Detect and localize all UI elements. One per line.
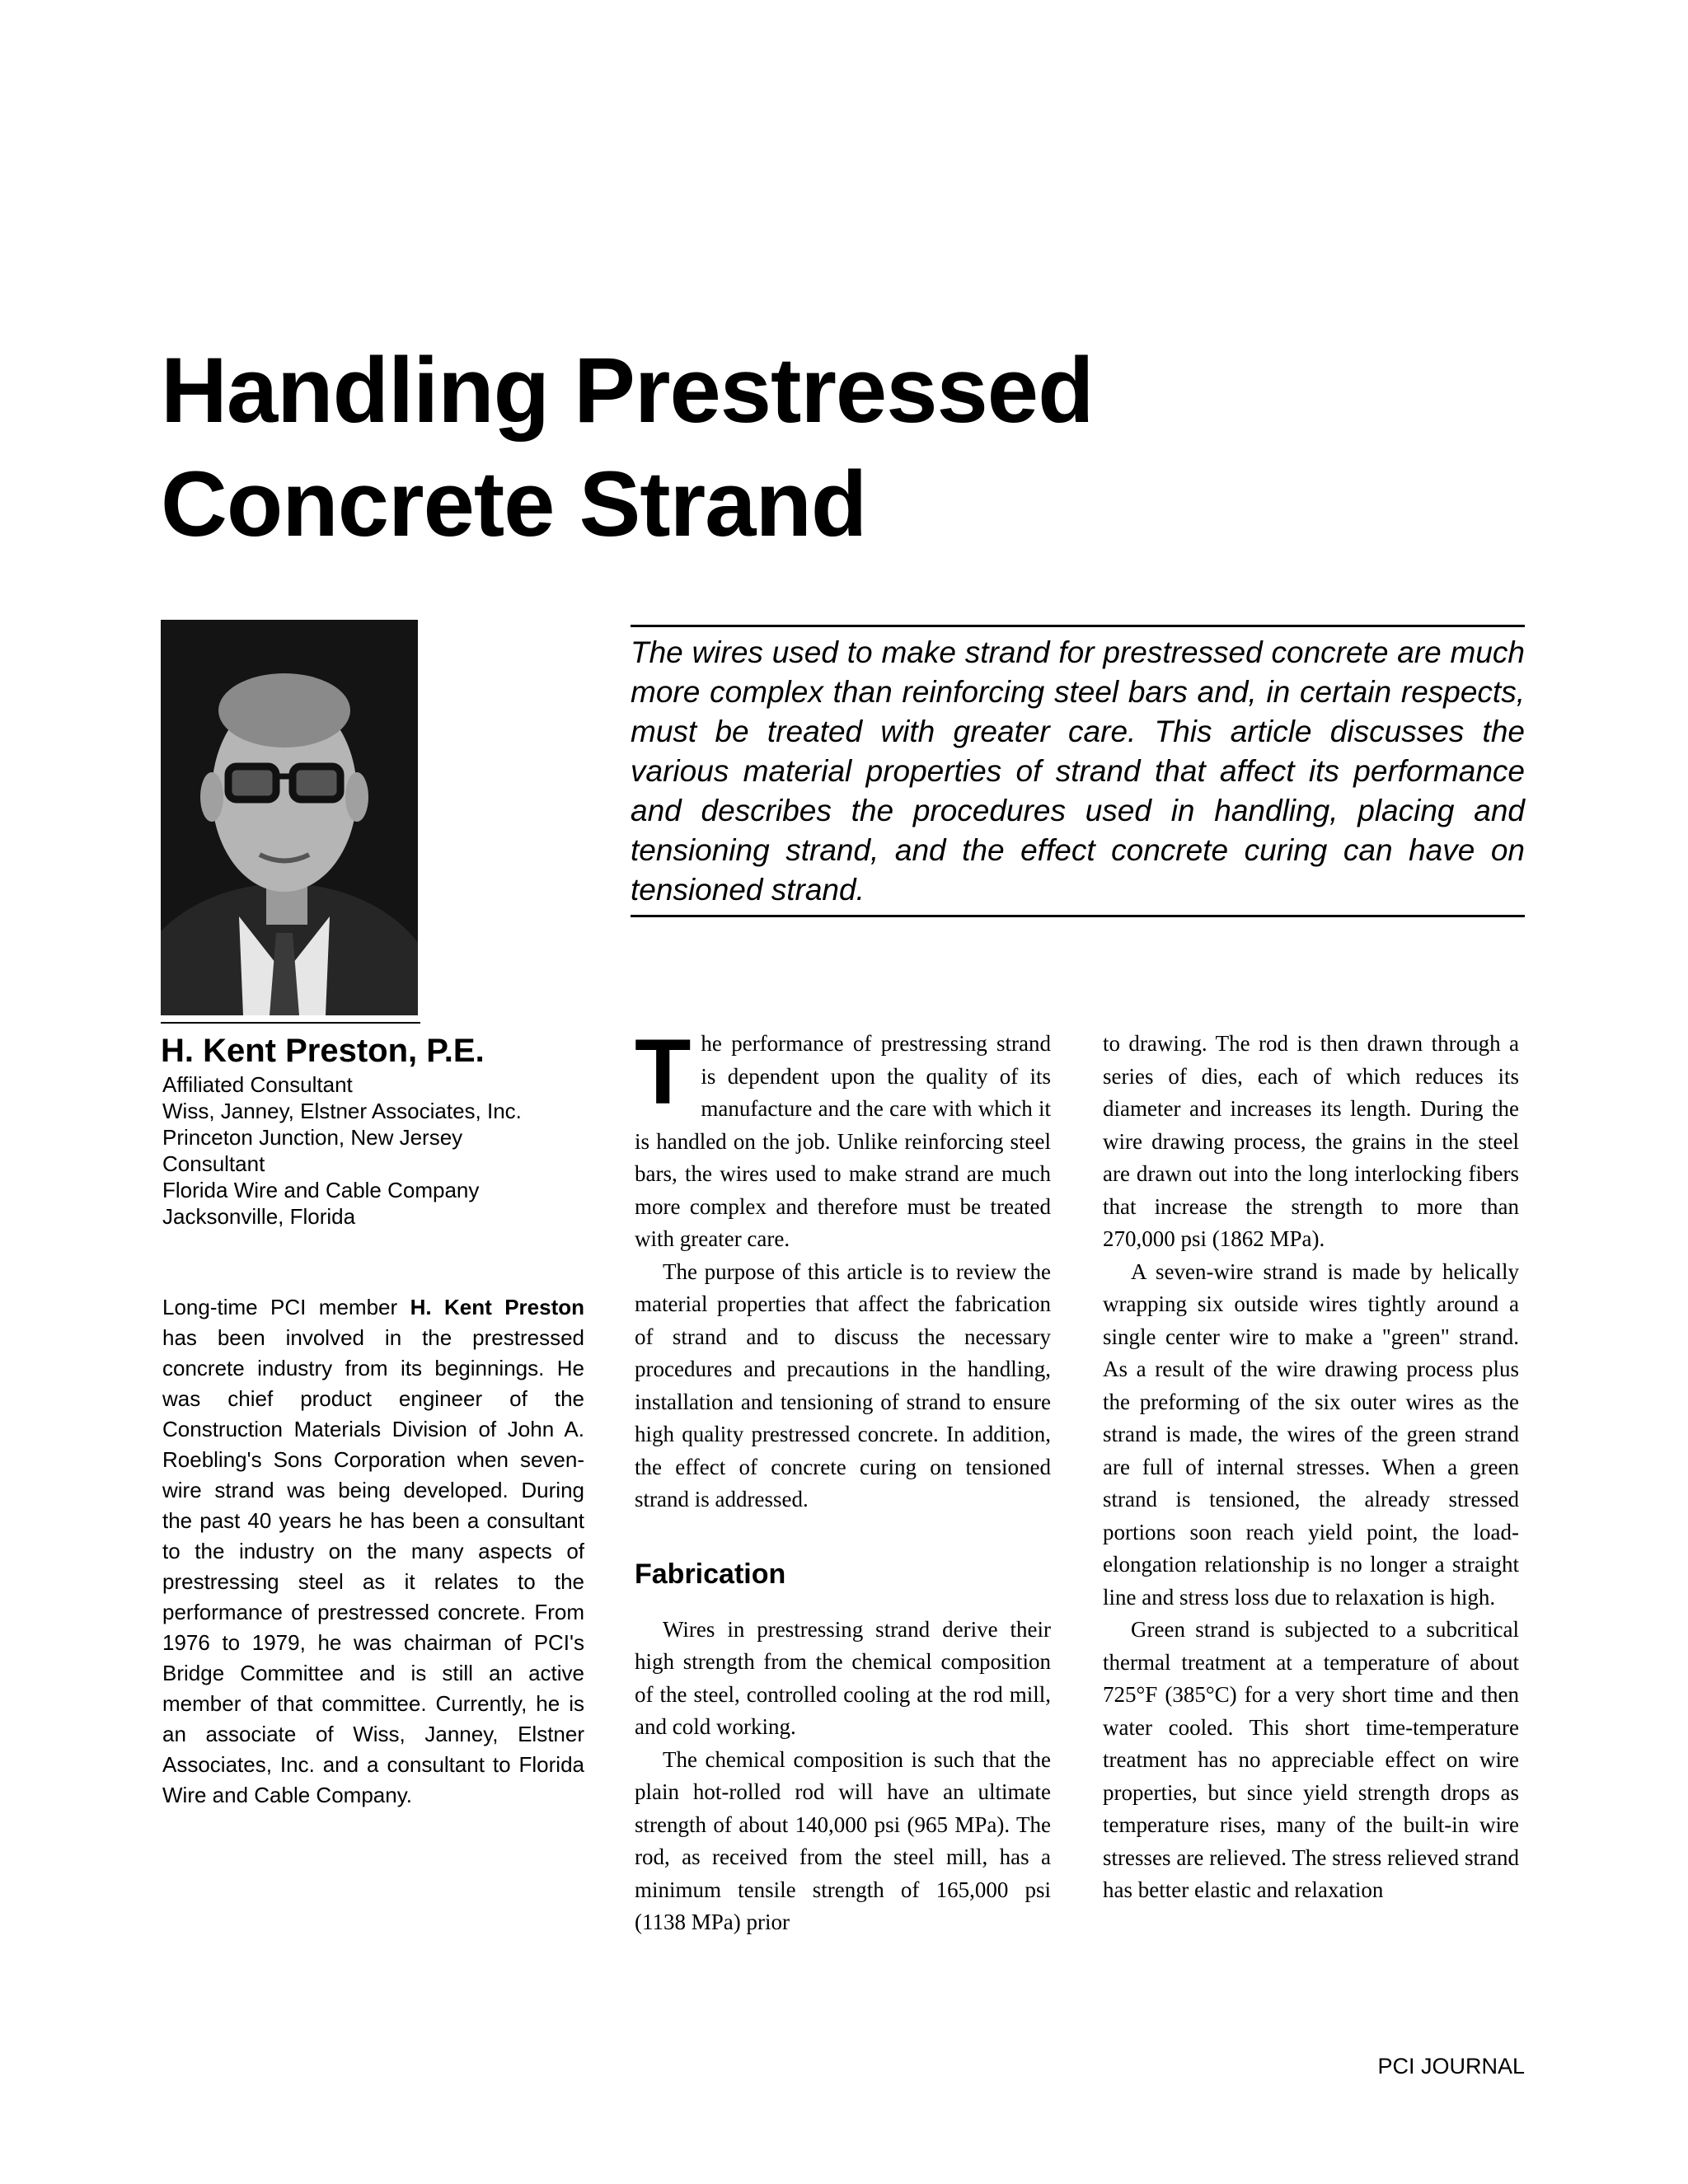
paragraph-1-text: he performance of prestressing strand is dependent upon the quality of its manufacture and the care with which it is handled on the job. Unlike reinforcing steel bars, the wires used to make strand are much more complex and therefore must be treated with greater care. [635, 1031, 1051, 1251]
affiliation-line: Jacksonville, Florida [162, 1204, 356, 1229]
drop-cap: T [635, 1020, 692, 1123]
affiliation-line: Wiss, Janney, Elstner Associates, Inc. [162, 1099, 522, 1123]
article-title-line-1: Handling Prestressed [161, 339, 1094, 442]
paragraph-3: Wires in prestressing strand derive their high strength from the chemical composition of the steel, controlled cooling at the rod mill, and cold working. [635, 1616, 1051, 1739]
paragraph-4: The chemical composition is such that the plain hot-rolled rod will have an ultimate strength of about 140,000 psi (965 MPa). The rod, as received from the steel mill, has a minimum tensile strength of 165,000 psi (1138 MPa) prior [635, 1746, 1051, 1934]
body-column-right [1103, 1028, 1519, 1907]
author-bio [162, 1292, 584, 1811]
bio-text: has been involved in the prestressed concrete industry from its beginnings. He was chief product engineer of the Construction Materials Division of John A. Roebling's Sons Corporation when seven-wire strand was being developed. During the past 40 years he has been a consultant to the industry on the many aspects of prestressing steel as it relates to the performance of prestressed concrete. From 1976 to 1979, he was chairman of PCI's Bridge Committee and is still an active member of that committee. Currently, he is an associate of Wiss, Janney, Elstner Associates, Inc. and a consultant to Florida Wire and Cable Company. [162, 1325, 584, 1807]
section-heading-fabrication: Fabrication [635, 1558, 786, 1590]
affiliation-line: Florida Wire and Cable Company [162, 1178, 480, 1202]
affiliation-line: Consultant [162, 1151, 265, 1176]
author-name: H. Kent Preston, P.E. [161, 1033, 485, 1069]
author-photo [161, 620, 418, 1015]
abstract-bottom-rule [631, 915, 1525, 917]
paragraph-2: The purpose of this article is to review the material properties that affect the fabrication of strand and to discuss the necessary procedures and precautions in the handling, installation and tensioning of strand to ensure high quality prestressed concrete. In addition, the effect of concrete curing on tensioned strand is addressed. [635, 1258, 1051, 1511]
abstract-top-rule [631, 625, 1525, 627]
journal-footer: PCI JOURNAL [1377, 2054, 1525, 2079]
paragraph-1 [635, 1020, 1051, 1256]
author-affiliations [162, 1071, 624, 1230]
author-portrait-image [161, 620, 418, 1015]
paragraph-6: A seven-wire strand is made by helically wrapping six outside wires tightly around a single center wire to make a "green" strand. As a result of the wire drawing process plus the preforming of the six outer wires as the strand is made, the wires of the green strand are full of internal stresses. When a green strand is tensioned, the already stressed portions soon reach yield point, the load-elongation relationship is no longer a straight line and stress loss due to relaxation is high. [1103, 1258, 1519, 1610]
article-title-line-2: Concrete Strand [161, 452, 867, 555]
body-column-middle [635, 1020, 1051, 1939]
author-rule [161, 1022, 420, 1024]
article-title [161, 334, 1397, 561]
bio-author-name: H. Kent Preston [410, 1295, 584, 1319]
paragraph-7: Green strand is subjected to a subcritical thermal treatment at a temperature of about 725°F (385°C) for a very short time and then water cooled. This short time-temperature treatment has no appreciable effect on wire properties, but since yield strength drops as temperature rises, many of the built-in wire stresses are relieved. The stress relieved strand has better elastic and relaxation [1103, 1617, 1519, 1902]
paragraph-5: to drawing. The rod is then drawn through a series of dies, each of which reduces its diameter and increases its length. During the wire drawing process, the grains in the steel are drawn out into the long interlocking fibers that increase the strength to more than 270,000 psi (1862 MPa). [1103, 1031, 1519, 1251]
affiliation-line: Princeton Junction, New Jersey [162, 1125, 463, 1150]
bio-lead: Long-time PCI member [162, 1295, 410, 1319]
abstract: The wires used to make strand for prestressed concrete are much more complex than reinforcing steel bars and, in certain respects, must be treated with greater care. This article discusses the various material properties of strand that affect its performance and describes the procedures used in handling, placing and tensioning strand, and the effect concrete curing can have on tensioned strand. [631, 635, 1525, 907]
affiliation-line: Affiliated Consultant [162, 1072, 353, 1097]
